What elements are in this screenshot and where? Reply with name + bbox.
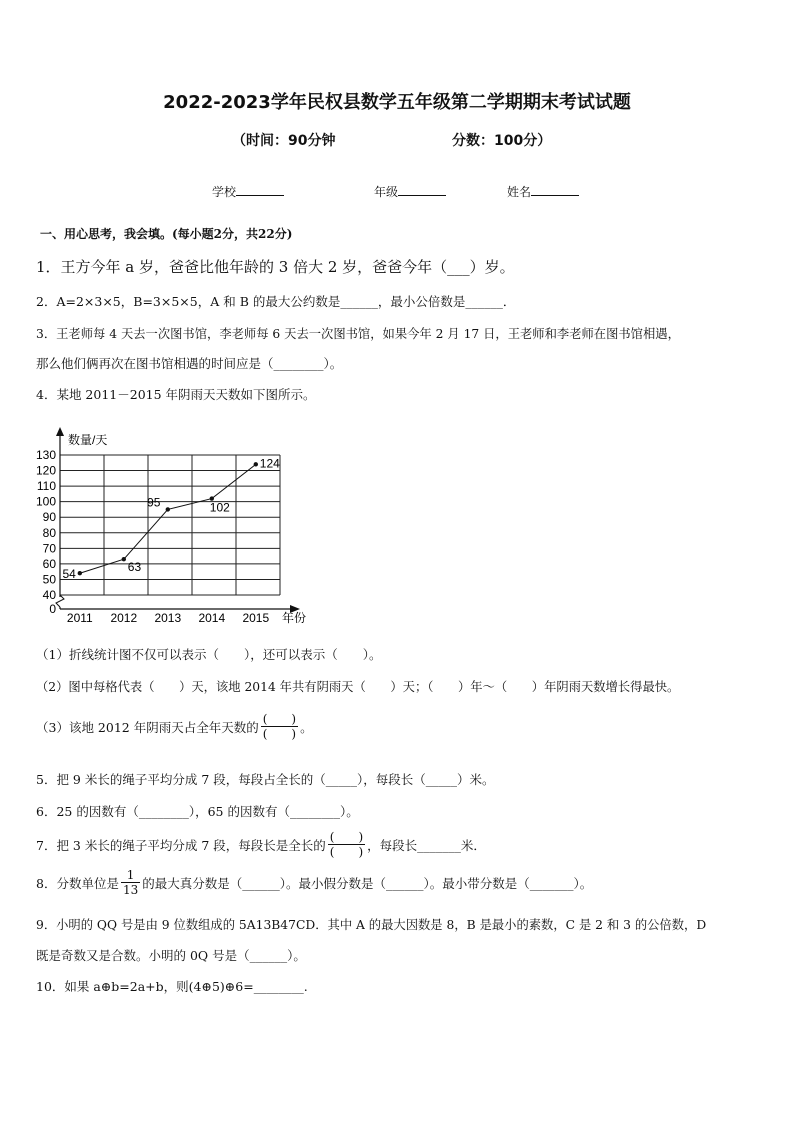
question-6: 6．25 的因数有（________），65 的因数有（________）。 [36,804,359,819]
x-tick-label: 2012 [110,611,138,625]
exam-score: 分数：100分） [452,133,552,149]
name-label: 姓名 [507,185,532,199]
name-blank[interactable] [531,183,579,196]
grade-blank[interactable] [398,183,446,196]
section-heading: 一、用心思考，我会填。(每小题2分，共22分) [40,227,293,241]
question-7 [36,830,486,859]
data-point [166,507,170,511]
y-tick-label: 120 [35,463,56,478]
x-tick-label: 2015 [242,611,270,625]
data-point [254,462,258,466]
answer-fraction-blank[interactable] [328,830,365,859]
exam-time: （时间：90分钟 [232,133,336,149]
y-tick-label: 70 [42,541,56,556]
data-point [78,571,82,575]
y-tick-label: 0 [49,602,56,616]
answer-fraction-blank[interactable] [261,712,298,741]
question-4-part-3: （3）该地 2012 年阴雨天占全年天数的 $\frac{( )}{( )}$ 。 [36,712,313,741]
data-label: 63 [127,560,142,575]
data-label: 95 [147,495,161,510]
fraction-numerator: ( ) [329,830,364,844]
question-10: 10．如果 a⊕b=2a+b，则(4⊕5)⊕6=________. [36,979,308,994]
y-tick-label: 130 [35,448,56,462]
school-blank[interactable] [236,183,284,196]
fraction-denominator: 13 [122,883,139,897]
line-chart [28,420,318,635]
question-5: 5．把 9 米长的绳子平均分成 7 段，每段占全长的（_____），每段长（_____）米。 [36,772,495,787]
y-tick-label: 60 [42,556,56,571]
y-axis-arrow [56,427,64,436]
question-4: 4．某地 2011－2015 年阴雨天天数如下图所示。 [36,387,316,402]
chart-y-ticks [36,448,56,616]
x-tick-label: 2011 [66,611,93,625]
question-4-part-3-text: （3）该地 2012 年阴雨天占全年天数的 [36,719,259,735]
question-4-part-1: （1）折线统计图不仅可以表示（ ），还可以表示（ ）。 [36,647,382,662]
chart-x-ticks [67,611,270,625]
y-tick-label: 100 [35,494,56,509]
question-7-text-a: 7．把 3 米长的绳子平均分成 7 段，每段长是全长的 [36,837,326,853]
data-label: 102 [209,500,230,515]
data-point [122,557,126,561]
x-tick-label: 2014 [198,611,226,625]
question-3-line-2: 那么他们俩再次在图书馆相遇的时间应是（________）。 [36,356,343,371]
fraction-numerator: ( ) [262,712,297,726]
question-4-part-2: （2）图中每格代表（ ）天，该地 2014 年共有阴雨天（ ）天；（ ）年～（ ）年阴雨天数增长得最快。 [36,680,680,694]
question-8-text-b: 的最大真分数是（______）。最小假分数是（______）。最小带分数是（_______）。 [142,875,593,891]
question-8 [36,868,592,897]
fraction-denominator: ( ) [329,845,364,859]
data-label: 124 [259,456,280,471]
question-7-text-b: ，每段长_______米． [367,837,486,853]
data-label: 54 [62,567,76,582]
grade-field [374,183,446,200]
grade-label: 年级 [374,185,399,199]
chart-series [62,456,280,581]
chart-grid [60,455,280,595]
school-field [212,183,284,200]
question-1: 1．王方今年 a 岁，爸爸比他年龄的 3 倍大 2 岁，爸爸今年（___）岁。 [36,258,515,276]
question-9-line-1: 9．小明的 QQ 号是由 9 位数组成的 5A13B47CD．其中 A 的最大因数是 8，B 是最小的素数，C 是 2 和 3 的公倍数，D [36,918,707,932]
y-tick-label: 90 [42,510,56,525]
question-3-line-1: 3．王老师每 4 天去一次图书馆，李老师每 6 天去一次图书馆，如果今年 2 月 17 日，王老师和李老师在图书馆相遇， [36,327,680,341]
question-2: 2．A=2×3×5，B=3×5×5，A 和 B 的最大公约数是______，最小公倍数是______． [36,294,516,309]
series-line [80,464,256,573]
school-label: 学校 [212,185,237,199]
y-tick-label: 110 [36,479,56,494]
chart-y-axis-label: 数量/天 [68,433,108,447]
page-title: 2022-2023学年民权县数学五年级第二学期期末考试试题 [163,92,631,113]
y-tick-label: 50 [42,572,56,587]
fraction-unit [121,868,140,897]
name-field [507,183,579,200]
fraction-numerator: 1 [126,868,135,882]
x-tick-label: 2013 [154,611,182,625]
question-8-text-a: 8．分数单位是 [36,875,119,891]
y-tick-label: 40 [42,588,56,602]
chart-x-axis-label: 年份 [282,611,307,625]
y-tick-label: 80 [42,525,56,540]
question-9-line-2: 既是奇数又是合数。小明的 0Q 号是（______）。 [36,948,306,963]
fraction-denominator: ( ) [262,727,297,741]
